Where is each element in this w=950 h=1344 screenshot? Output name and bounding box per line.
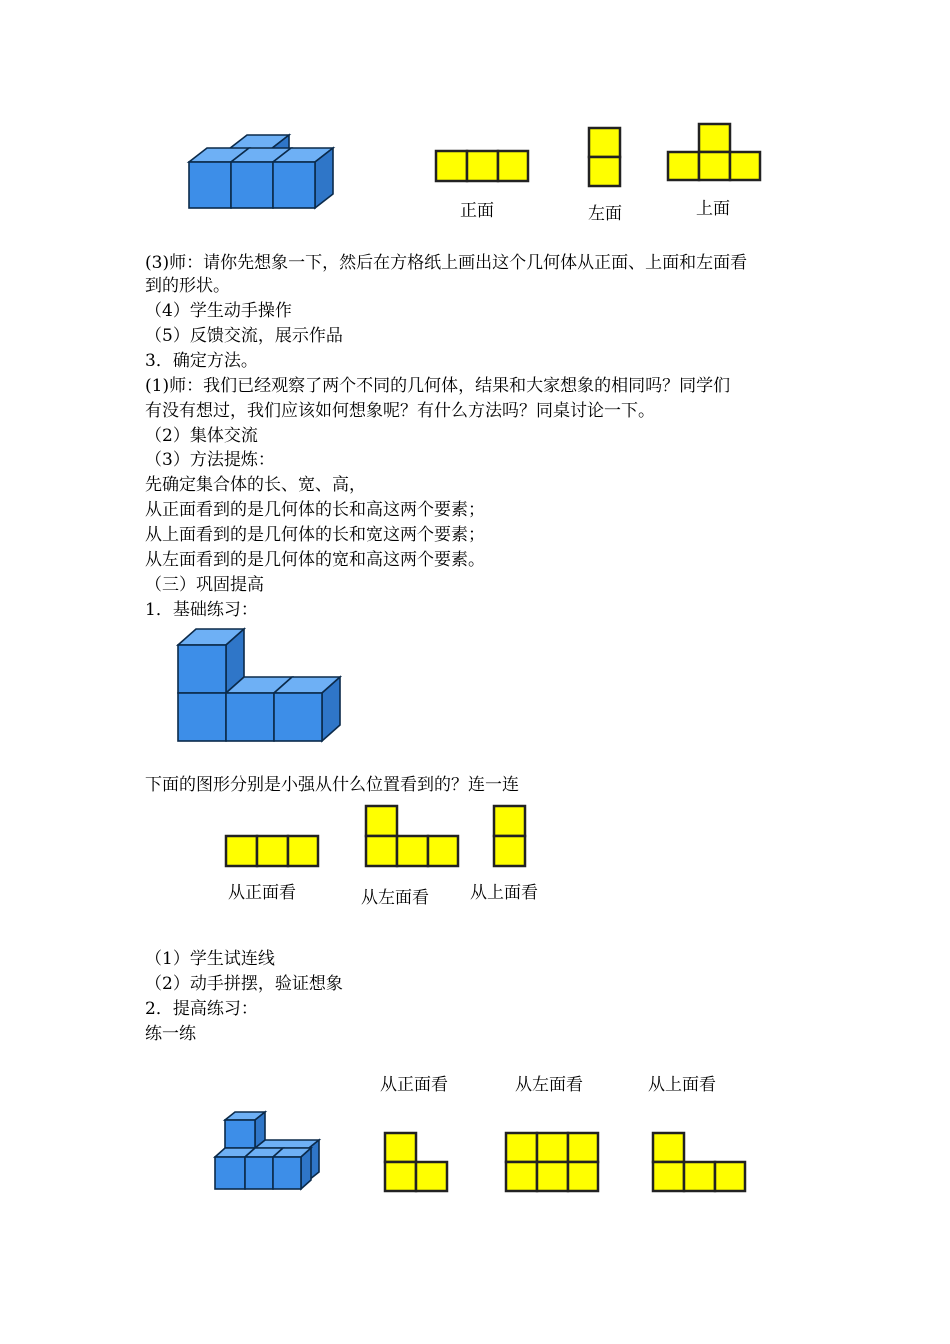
text2-line-4: 练一练 — [145, 1024, 196, 1044]
text-line-8: （2）集体交流 — [145, 426, 258, 446]
text-line-2: 到的形状。 — [145, 276, 230, 296]
grid-2-b — [364, 804, 460, 866]
text2-line-1: （1）学生试连线 — [145, 949, 275, 969]
text-line-14: （三）巩固提高 — [145, 575, 264, 595]
text-line-4: （5）反馈交流，展示作品 — [145, 326, 343, 346]
text2-line-2: （2）动手拼摆，验证想象 — [145, 974, 343, 994]
text-line-15: 1．基础练习： — [145, 600, 258, 620]
text-line-10: 先确定集合体的长、宽、高， — [145, 475, 366, 495]
top-view-grid-1 — [666, 122, 762, 182]
top-view-caption-1: 上面 — [696, 199, 730, 219]
text-line-11: 从正面看到的是几何体的长和高这两个要素； — [145, 500, 485, 520]
grid-2-a — [224, 834, 320, 868]
caption-2-left: 从左面看 — [361, 888, 429, 908]
grid-3-left — [504, 1131, 600, 1193]
text-line-6: (1)师：我们已经观察了两个不同的几何体，结果和大家想象的相同吗？同学们 — [145, 376, 731, 396]
text-line-12: 从上面看到的是几何体的长和宽这两个要素； — [145, 525, 485, 545]
text-line-3: （4）学生动手操作 — [145, 301, 292, 321]
left-view-grid-1 — [587, 126, 623, 188]
caption-3-left: 从左面看 — [515, 1075, 583, 1095]
text-line-13: 从左面看到的是几何体的宽和高这两个要素。 — [145, 550, 485, 570]
caption-2-top: 从上面看 — [470, 883, 538, 903]
question-text: 下面的图形分别是小强从什么位置看到的？连一连 — [145, 775, 519, 795]
grid-3-top — [651, 1131, 747, 1193]
solid-figure-1 — [187, 132, 337, 212]
caption-3-front: 从正面看 — [380, 1075, 448, 1095]
front-view-grid-1 — [434, 149, 530, 183]
solid-figure-2 — [176, 627, 341, 742]
front-view-caption-1: 正面 — [460, 201, 494, 221]
text-line-9: （3）方法提炼： — [145, 450, 275, 470]
caption-3-top: 从上面看 — [648, 1075, 716, 1095]
text2-line-3: 2．提高练习： — [145, 999, 258, 1019]
text-line-1: (3)师：请你先想象一下，然后在方格纸上画出这个几何体从正面、上面和左面看 — [145, 253, 748, 273]
text-line-5: 3．确定方法。 — [145, 351, 258, 371]
text-line-7: 有没有想过，我们应该如何想象呢？有什么方法吗？同桌讨论一下。 — [145, 401, 655, 421]
grid-2-c — [492, 804, 528, 866]
left-view-caption-1: 左面 — [588, 204, 622, 224]
caption-2-front: 从正面看 — [228, 883, 296, 903]
solid-figure-3 — [213, 1110, 323, 1192]
grid-3-front — [383, 1131, 449, 1193]
